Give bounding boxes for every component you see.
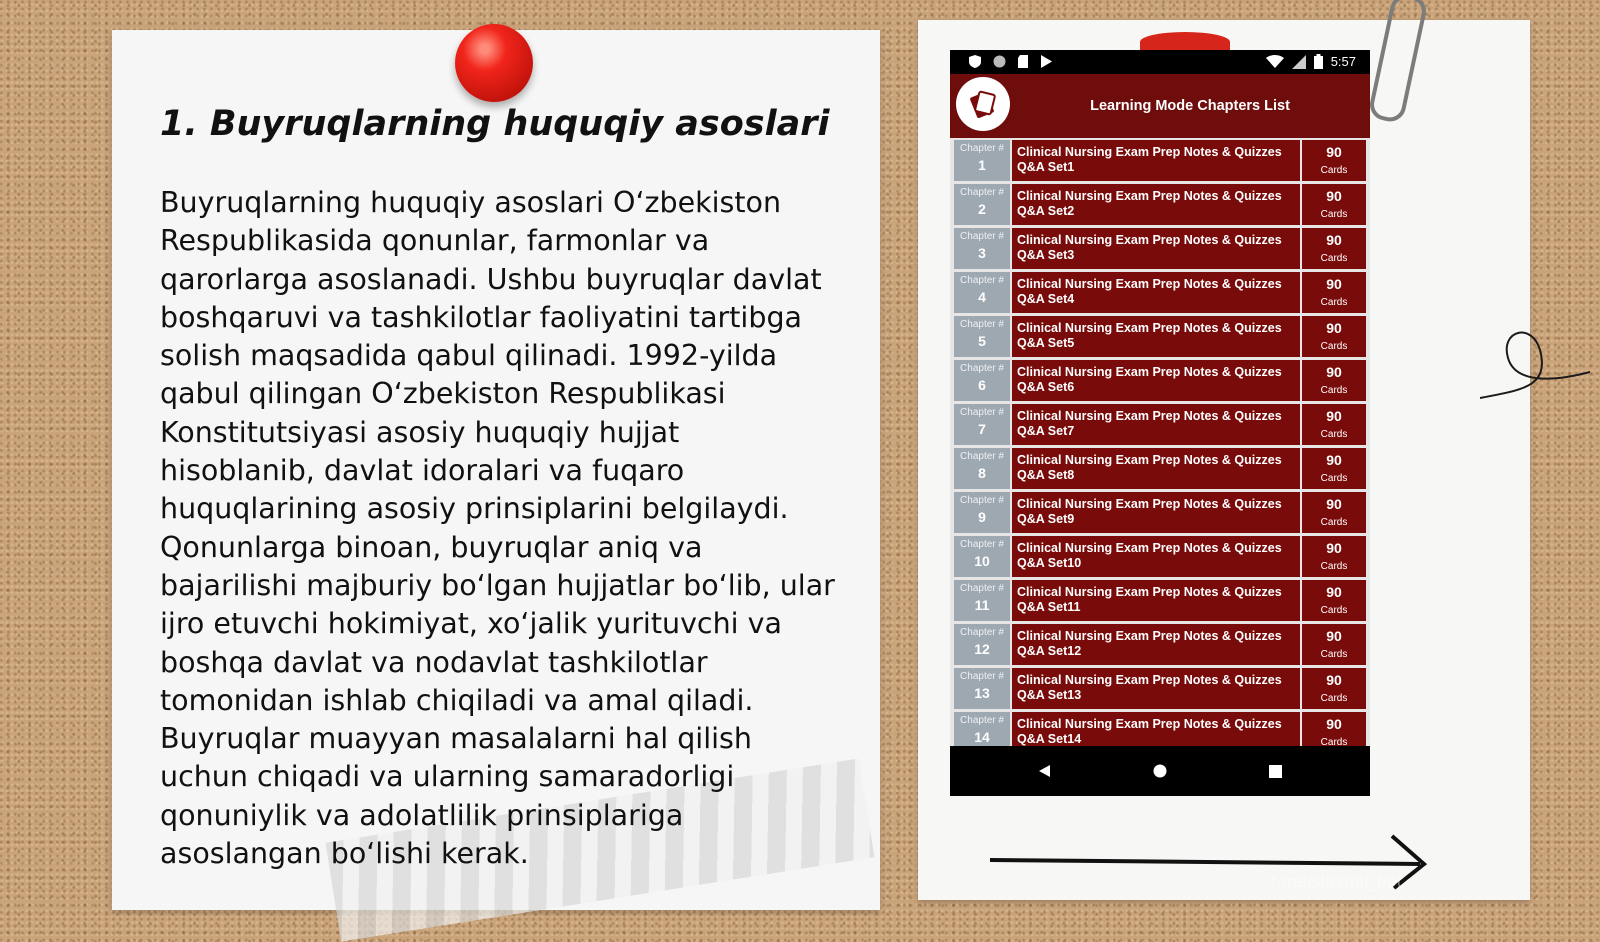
chapter-label: Chapter # xyxy=(960,231,1004,242)
card-count-cell xyxy=(1302,184,1366,225)
chapter-title: Clinical Nursing Exam Prep Notes & Quizzes Q&A Set1 xyxy=(1012,140,1302,181)
card-count-unit: Cards xyxy=(1320,605,1348,616)
back-triangle-icon[interactable] xyxy=(1034,760,1056,782)
card-count-unit: Cards xyxy=(1320,165,1348,176)
chapter-label: Chapter # xyxy=(960,539,1004,550)
card-count: 90 xyxy=(1326,672,1342,688)
red-pushpin-icon xyxy=(455,24,533,102)
card-count: 90 xyxy=(1326,716,1342,732)
card-count-cell xyxy=(1302,580,1366,621)
chapter-row[interactable] xyxy=(954,624,1366,665)
chapter-title: Clinical Nursing Exam Prep Notes & Quizzes Q&A Set9 xyxy=(1012,492,1302,533)
chapter-number: 11 xyxy=(974,597,990,613)
chapter-label: Chapter # xyxy=(960,319,1004,330)
chapter-title: Clinical Nursing Exam Prep Notes & Quizzes Q&A Set2 xyxy=(1012,184,1302,225)
slide-body-text: Buyruqlarning huquqiy asoslari O‘zbekiston Respublikasida qonunlar, farmonlar va qarorlarga asoslanadi. Ushbu buyruqlar davlat boshqaruvi va tashkilotlar faoliyatini tartibga solish maqsadida qabul qilinadi. 1992-yilda qabul qilingan O‘zbekiston Respublikasi Konstitutsiyasi asosiy huquqiy hujjat hisoblanib, davlat idoralari va fuqaro huquqlarining asosiy prinsiplarini belgilaydi. Qonunlarga binoan, buyruqlar aniq va bajarilishi majburiy bo‘lgan hujjatlar bo‘lib, ular ijro etuvchi hokimiyat, xo‘jalik yurituvchi va boshqa davlat va nodavlat tashkilotlar tomonidan ishlab chiqiladi va amal qiladi. Buyruqlar muayyan masalalarni hal qilish uchun chiqadi va ularning samaradorligi qonuniylik va adolatlilik prinsiplariga asoslangan bo‘lishi kerak. xyxy=(160,186,835,871)
chapter-number: 2 xyxy=(978,201,986,217)
card-count-cell xyxy=(1302,536,1366,577)
chapter-label: Chapter # xyxy=(960,627,1004,638)
chapter-number: 14 xyxy=(974,729,990,745)
card-count-unit: Cards xyxy=(1320,209,1348,220)
chapter-number-cell xyxy=(954,624,1012,665)
chapter-title: Clinical Nursing Exam Prep Notes & Quizzes Q&A Set7 xyxy=(1012,404,1302,445)
card-count: 90 xyxy=(1326,540,1342,556)
chapter-row[interactable] xyxy=(954,184,1366,225)
chapter-number: 3 xyxy=(978,245,986,261)
chapter-title: Clinical Nursing Exam Prep Notes & Quizzes Q&A Set5 xyxy=(1012,316,1302,357)
chapter-number-cell xyxy=(954,492,1012,533)
card-count: 90 xyxy=(1326,364,1342,380)
play-store-icon xyxy=(1039,54,1053,69)
wifi-icon xyxy=(1266,55,1284,69)
card-count-unit: Cards xyxy=(1320,517,1348,528)
card-count: 90 xyxy=(1326,408,1342,424)
chapter-label: Chapter # xyxy=(960,143,1004,154)
chapter-number-cell xyxy=(954,404,1012,445)
card-count-cell xyxy=(1302,360,1366,401)
card-count: 90 xyxy=(1326,628,1342,644)
circle-icon xyxy=(992,54,1007,69)
chapter-title: Clinical Nursing Exam Prep Notes & Quizzes Q&A Set6 xyxy=(1012,360,1302,401)
chapter-number: 6 xyxy=(978,377,986,393)
chapter-number-cell xyxy=(954,580,1012,621)
chapter-row[interactable] xyxy=(954,272,1366,313)
chapter-title: Clinical Nursing Exam Prep Notes & Quizzes Q&A Set13 xyxy=(1012,668,1302,709)
app-header xyxy=(950,74,1370,138)
card-count: 90 xyxy=(1326,320,1342,336)
home-circle-icon[interactable] xyxy=(1149,760,1171,782)
card-count-cell xyxy=(1302,228,1366,269)
red-pushpin-2-icon xyxy=(1140,32,1230,52)
chapter-title: Clinical Nursing Exam Prep Notes & Quizzes Q&A Set11 xyxy=(1012,580,1302,621)
chapter-number-cell xyxy=(954,712,1012,746)
chapter-row[interactable] xyxy=(954,316,1366,357)
card-count-cell xyxy=(1302,492,1366,533)
card-count: 90 xyxy=(1326,452,1342,468)
chapter-number-cell xyxy=(954,536,1012,577)
card-count-unit: Cards xyxy=(1320,693,1348,704)
card-count: 90 xyxy=(1326,188,1342,204)
chapter-number: 7 xyxy=(978,421,986,437)
chapter-row[interactable] xyxy=(954,712,1366,746)
card-count-unit: Cards xyxy=(1320,561,1348,572)
chapter-row[interactable] xyxy=(954,404,1366,445)
card-count-cell xyxy=(1302,272,1366,313)
card-count-cell xyxy=(1302,668,1366,709)
chapter-number: 10 xyxy=(974,553,990,569)
sd-card-icon xyxy=(1017,54,1029,69)
card-count-cell xyxy=(1302,624,1366,665)
chapter-number-cell xyxy=(954,140,1012,181)
chapter-row[interactable] xyxy=(954,668,1366,709)
chapter-number-cell xyxy=(954,272,1012,313)
status-time: 5:57 xyxy=(1330,54,1356,69)
chapter-number: 12 xyxy=(974,641,990,657)
shield-icon xyxy=(968,54,982,69)
card-count-unit: Cards xyxy=(1320,429,1348,440)
chapter-title: Clinical Nursing Exam Prep Notes & Quizzes Q&A Set8 xyxy=(1012,448,1302,489)
chapter-label: Chapter # xyxy=(960,715,1004,726)
status-bar xyxy=(950,50,1370,74)
chapter-label: Chapter # xyxy=(960,583,1004,594)
flashcards-glyph-icon xyxy=(965,86,1001,122)
card-count: 90 xyxy=(1326,584,1342,600)
chapter-number-cell xyxy=(954,360,1012,401)
card-count-unit: Cards xyxy=(1320,341,1348,352)
chapter-row[interactable] xyxy=(954,360,1366,401)
card-count: 90 xyxy=(1326,496,1342,512)
recents-square-icon[interactable] xyxy=(1264,760,1286,782)
chapter-label: Chapter # xyxy=(960,495,1004,506)
chapter-number: 1 xyxy=(978,157,986,173)
app-title: Learning Mode Chapters List xyxy=(1090,98,1290,114)
chapter-row[interactable] xyxy=(954,536,1366,577)
chapter-number: 8 xyxy=(978,465,986,481)
chapter-row[interactable] xyxy=(954,448,1366,489)
chapter-number-cell xyxy=(954,668,1012,709)
chapter-number-cell xyxy=(954,448,1012,489)
card-count-unit: Cards xyxy=(1320,649,1348,660)
chapter-number: 4 xyxy=(978,289,986,305)
chapter-label: Chapter # xyxy=(960,671,1004,682)
card-count-unit: Cards xyxy=(1320,737,1348,746)
card-count-cell xyxy=(1302,140,1366,181)
chapter-label: Chapter # xyxy=(960,451,1004,462)
navigation-bar xyxy=(950,746,1370,796)
chapter-number: 5 xyxy=(978,333,986,349)
card-count-cell xyxy=(1302,712,1366,746)
card-count-cell xyxy=(1302,404,1366,445)
card-count: 90 xyxy=(1326,144,1342,160)
chapter-number-cell xyxy=(954,316,1012,357)
slide-title: 1. Buyruqlarning huquqiy asoslari xyxy=(160,104,830,144)
chapter-row[interactable] xyxy=(954,580,1366,621)
card-count-unit: Cards xyxy=(1320,385,1348,396)
doodle-loop-icon xyxy=(1480,310,1590,410)
card-count: 90 xyxy=(1326,232,1342,248)
chapter-title: Clinical Nursing Exam Prep Notes & Quizzes Q&A Set10 xyxy=(1012,536,1302,577)
phone-screenshot xyxy=(950,50,1370,796)
chapter-number: 9 xyxy=(978,509,986,525)
chapter-number-cell xyxy=(954,184,1012,225)
chapter-title: Clinical Nursing Exam Prep Notes & Quizzes Q&A Set12 xyxy=(1012,624,1302,665)
chapters-list[interactable] xyxy=(950,138,1370,746)
chapter-label: Chapter # xyxy=(960,363,1004,374)
chapter-title: Clinical Nursing Exam Prep Notes & Quizzes Q&A Set3 xyxy=(1012,228,1302,269)
flashcards-logo-icon[interactable] xyxy=(956,77,1010,131)
chapter-label: Chapter # xyxy=(960,275,1004,286)
battery-icon xyxy=(1314,54,1323,69)
chapter-row[interactable] xyxy=(954,228,1366,269)
card-count-unit: Cards xyxy=(1320,473,1348,484)
chapter-row[interactable] xyxy=(954,492,1366,533)
chapter-number: 13 xyxy=(974,685,990,701)
chapter-number-cell xyxy=(954,228,1012,269)
chapter-row[interactable] xyxy=(954,140,1366,181)
card-count: 90 xyxy=(1326,276,1342,292)
chapter-label: Chapter # xyxy=(960,187,1004,198)
watermark: t.me/slaydai_bot xyxy=(1270,872,1403,891)
signal-icon xyxy=(1292,55,1306,69)
chapter-title: Clinical Nursing Exam Prep Notes & Quizzes Q&A Set14 xyxy=(1012,712,1302,746)
card-count-cell xyxy=(1302,316,1366,357)
card-count-unit: Cards xyxy=(1320,253,1348,264)
card-count-unit: Cards xyxy=(1320,297,1348,308)
chapter-label: Chapter # xyxy=(960,407,1004,418)
card-count-cell xyxy=(1302,448,1366,489)
chapter-title: Clinical Nursing Exam Prep Notes & Quizzes Q&A Set4 xyxy=(1012,272,1302,313)
